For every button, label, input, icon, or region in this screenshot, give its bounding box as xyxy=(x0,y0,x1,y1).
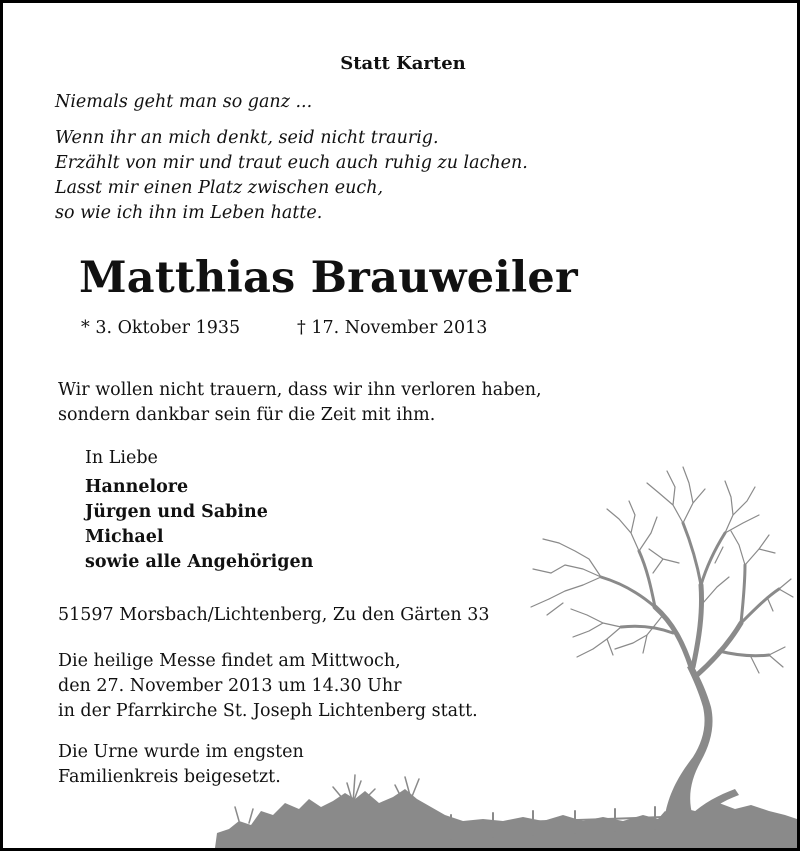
mourner-name: Michael xyxy=(85,527,164,547)
mourners-intro: In Liebe xyxy=(85,448,158,468)
poem-line: Lasst mir einen Platz zwischen euch, xyxy=(55,178,384,198)
poem-line: Erzählt von mir und traut euch auch ruhig zu lachen. xyxy=(55,153,528,173)
tree-silhouette-icon xyxy=(3,3,797,848)
notice-header: Statt Karten xyxy=(340,53,466,74)
message-line: Wir wollen nicht trauern, dass wir ihn verloren haben, xyxy=(58,380,542,400)
birth-date: * 3. Oktober 1935 xyxy=(81,318,241,338)
mourner-name: Hannelore xyxy=(85,477,189,497)
poem-intro: Niemals geht man so ganz ... xyxy=(55,92,313,112)
urn-line: Familienkreis beigesetzt. xyxy=(58,767,281,787)
mass-line: in der Pfarrkirche St. Joseph Lichtenberg statt. xyxy=(58,701,478,721)
poem-line: so wie ich ihn im Leben hatte. xyxy=(55,203,323,223)
urn-line: Die Urne wurde im engsten xyxy=(58,742,304,762)
address: 51597 Morsbach/Lichtenberg, Zu den Gärten 33 xyxy=(58,605,490,625)
mass-line: Die heilige Messe findet am Mittwoch, xyxy=(58,651,401,671)
mourner-name: Jürgen und Sabine xyxy=(85,502,268,522)
mourner-name: sowie alle Angehörigen xyxy=(85,552,314,572)
poem-line: Wenn ihr an mich denkt, seid nicht traurig. xyxy=(55,128,439,148)
death-date: † 17. November 2013 xyxy=(297,318,488,338)
message-line: sondern dankbar sein für die Zeit mit ihm. xyxy=(58,405,436,425)
deceased-name: Matthias Brauweiler xyxy=(79,253,578,303)
mass-line: den 27. November 2013 um 14.30 Uhr xyxy=(58,676,402,696)
